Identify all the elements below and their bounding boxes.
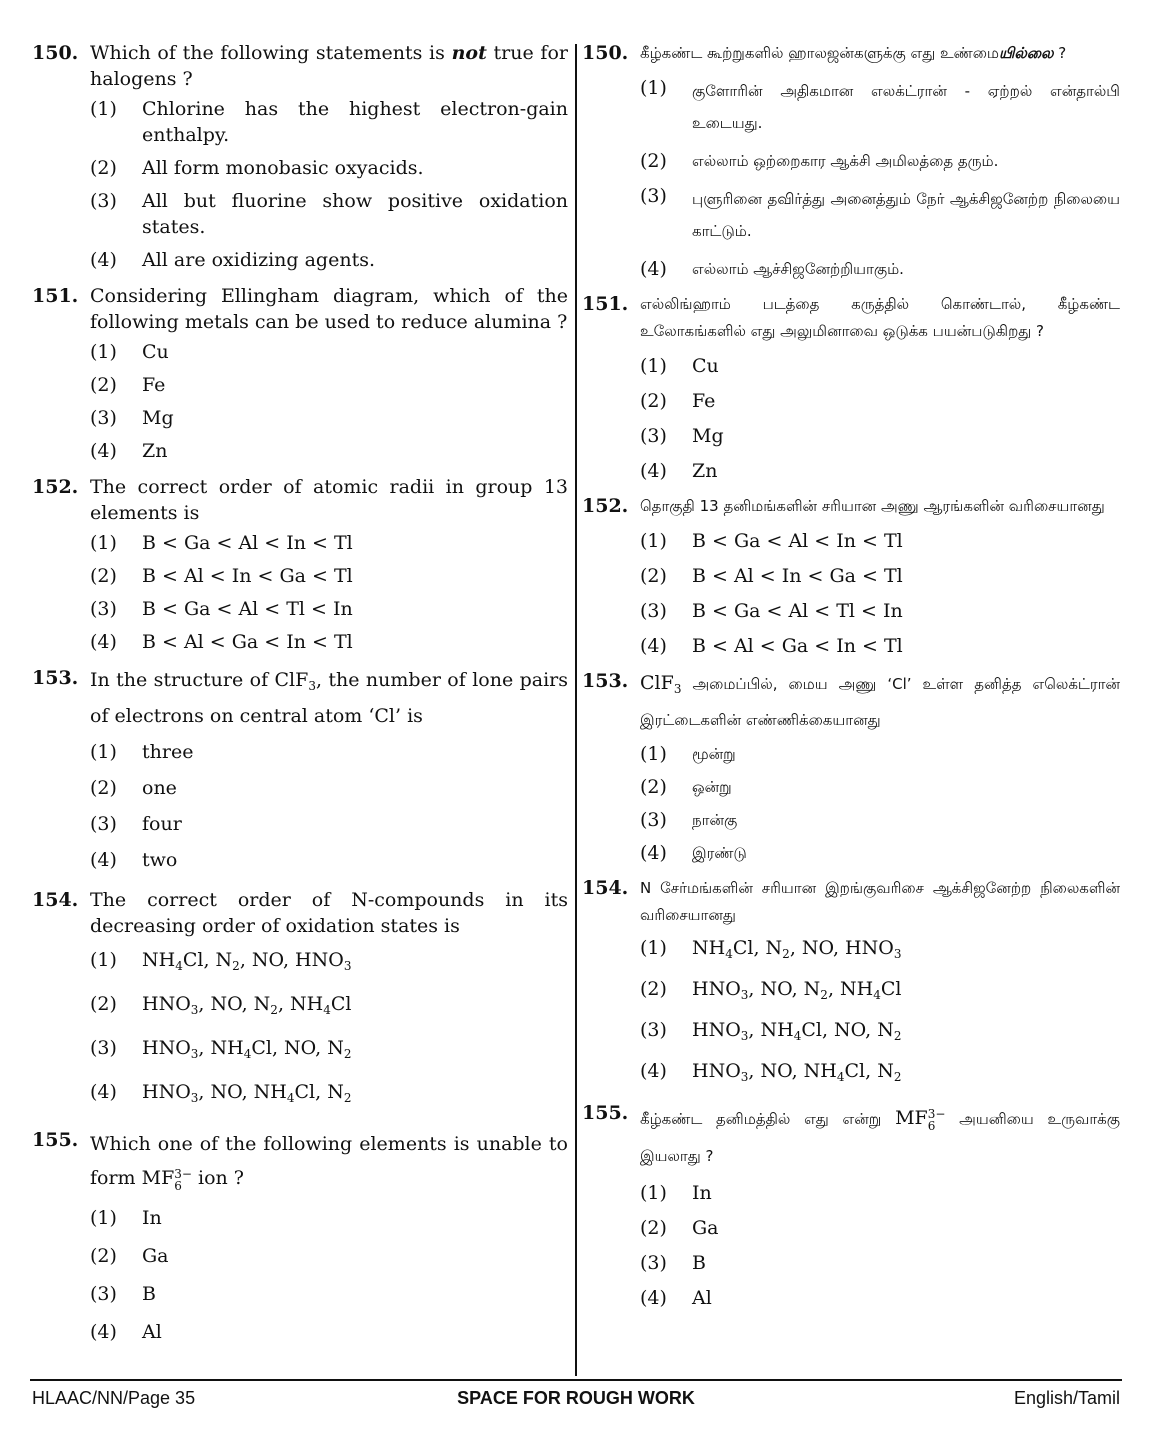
- option-2: (2) one: [90, 777, 177, 799]
- question-stem: Considering Ellingham diagram, which of the following metals can be used to reduce alumina ?: [90, 285, 568, 333]
- option-4: (4) எல்லாம் ஆச்சிஜனேற்றியாகும்.: [640, 258, 904, 280]
- option-3: (3) நான்கு: [640, 809, 738, 831]
- question-stem: N சேர்மங்களின் சரியான இறங்குவரிசை ஆக்சிஜனேற்ற நிலைகளின் வரிசையானது: [640, 879, 1120, 924]
- question-number: 153.: [582, 670, 629, 692]
- question-number: 155.: [582, 1102, 629, 1124]
- option-3: (3) B: [90, 1283, 156, 1305]
- question-stem: The correct order of N-compounds in its decreasing order of oxidation states is: [90, 889, 568, 937]
- option-3: (3) புளுரினை தவிர்த்து அனைத்தும் நேர் ஆக்சிஜனேற்ற நிலையை காட்டும்.: [640, 185, 1120, 240]
- option-2: (2) All form monobasic oxyacids.: [90, 157, 424, 179]
- option-2: (2) Ga: [90, 1245, 169, 1267]
- option-2: (2) Fe: [640, 390, 716, 412]
- option-1: (1) three: [90, 741, 194, 763]
- option-3: (3) B: [640, 1252, 706, 1274]
- option-4: (4) $HNO_3$, NO, $NH_4Cl$, $N_2$: [640, 1060, 902, 1084]
- question-number: 150.: [582, 42, 629, 64]
- options-list: [90, 530, 568, 655]
- option-3: (3) $HNO_3$, $NH_4Cl$, NO, $N_2$: [640, 1019, 902, 1043]
- option-4: (4) இரண்டு: [640, 842, 747, 864]
- option-1: (1) குளோரின் அதிகமான எலக்ட்ரான் - ஏற்றல் என்தால்பி உடையது.: [640, 77, 1120, 132]
- question-number: 154.: [582, 877, 629, 899]
- options-list: [640, 935, 1120, 1090]
- option-2: (2) B < Al < In < Ga < Tl: [90, 565, 353, 587]
- option-4: (4) Zn: [90, 440, 168, 462]
- option-2: (2) $HNO_3$, NO, $N_2$, $NH_4Cl$: [640, 978, 902, 1002]
- option-1: (1) Cu: [640, 355, 719, 377]
- option-3: (3) Mg: [640, 425, 724, 447]
- option-1: (1) In: [640, 1182, 712, 1204]
- question-153-ta: [582, 668, 1120, 866]
- question-stem: ClF$_3$ அமைப்பில், மைய அணு ‘Cl’ உள்ள தனித்த எலெக்ட்ரான் இரட்டைகளின் எண்ணிக்கையானது: [640, 672, 1120, 729]
- option-3: (3) four: [90, 813, 182, 835]
- question-number: 154.: [32, 889, 79, 911]
- question-151-ta: [582, 291, 1120, 484]
- question-150-en: [32, 40, 568, 273]
- emphasis-not: யில்லை: [998, 44, 1054, 62]
- question-155-en: [32, 1127, 568, 1345]
- option-1: (1) $NH_4Cl$, $N_2$, NO, $HNO_3$: [640, 937, 902, 961]
- question-152-ta: [582, 493, 1120, 659]
- question-152-en: [32, 474, 568, 655]
- rough-work-label: SPACE FOR ROUGH WORK: [457, 1388, 695, 1408]
- options-list: [640, 1180, 1120, 1311]
- option-1: (1) In: [90, 1207, 162, 1229]
- option-1: (1) B < Ga < Al < In < Tl: [640, 530, 903, 552]
- option-2: (2) Fe: [90, 374, 166, 396]
- option-1: (1) Cu: [90, 341, 169, 363]
- question-number: 152.: [32, 476, 79, 498]
- question-number: 151.: [32, 285, 79, 307]
- options-list: [90, 947, 568, 1111]
- option-2: (2) Ga: [640, 1217, 719, 1239]
- option-2: (2) எல்லாம் ஒற்றைகார ஆக்சி அமிலத்தை தரும்.: [640, 150, 999, 172]
- question-number: 150.: [32, 42, 79, 64]
- question-stem: எல்லிங்ஹாம் படத்தை கருத்தில் கொண்டால், கீழ்கண்ட உலோகங்களில் எது அலுமினாவை ஒடுக்க பயன்படுகிறது ?: [640, 295, 1120, 340]
- emphasis-not: not: [451, 42, 487, 64]
- option-3: (3) Mg: [90, 407, 174, 429]
- question-number: 155.: [32, 1129, 79, 1151]
- options-list: [90, 339, 568, 464]
- footer-rule: [30, 1379, 1122, 1381]
- question-stem: In the structure of ClF$_3$, the number of lone pairs of electrons on central atom ‘Cl’ is: [90, 669, 568, 727]
- option-1: (1) மூன்று: [640, 743, 736, 765]
- question-number: 153.: [32, 667, 79, 689]
- options-list: [640, 741, 1120, 866]
- option-4: (4) B < Al < Ga < In < Tl: [640, 635, 903, 657]
- tamil-column: [582, 40, 1120, 1320]
- page-code: HLAAC/NN/Page 35: [32, 1388, 196, 1408]
- question-stem: கீழ்கண்ட தனிமத்தில் எது என்று MF 3− 6 அயனியை உருவாக்கு இயலாது ?: [640, 1107, 1121, 1165]
- option-4: (4) $HNO_3$, NO, $NH_4Cl$, $N_2$: [90, 1081, 352, 1105]
- question-stem: தொகுதி 13 தனிமங்களின் சரியான அணு ஆரங்களின் வரிசையானது: [640, 497, 1105, 515]
- language-label: English/Tamil: [1013, 1388, 1120, 1408]
- option-4: (4) Al: [640, 1287, 712, 1309]
- option-1: (1) $NH_4Cl$, $N_2$, NO, $HNO_3$: [90, 949, 352, 973]
- question-154-en: [32, 887, 568, 1111]
- question-150-ta: [582, 40, 1120, 282]
- question-151-en: [32, 283, 568, 464]
- option-1: (1) Chlorine has the highest electron-gain enthalpy.: [90, 98, 568, 146]
- option-2: (2) ஒன்று: [640, 776, 732, 798]
- option-4: (4) Al: [90, 1321, 162, 1343]
- question-155-ta: [582, 1100, 1120, 1311]
- option-4: (4) All are oxidizing agents.: [90, 249, 376, 271]
- options-list: [90, 739, 568, 873]
- options-list: [90, 1205, 568, 1345]
- option-3: (3) B < Ga < Al < Tl < In: [640, 600, 903, 622]
- options-list: [640, 353, 1120, 484]
- option-2: (2) B < Al < In < Ga < Tl: [640, 565, 903, 587]
- question-stem: கீழ்கண்ட கூற்றுகளில் ஹாலஜன்களுக்கு எது உண்மையில்லை ?: [640, 44, 1067, 62]
- option-3: (3) B < Ga < Al < Tl < In: [90, 598, 353, 620]
- question-154-ta: [582, 875, 1120, 1090]
- question-number: 152.: [582, 495, 629, 517]
- options-list: [640, 75, 1120, 282]
- option-4: (4) two: [90, 849, 178, 871]
- question-stem: Which one of the following elements is unable to form MF 3− 6 ion ?: [90, 1133, 568, 1193]
- option-4: (4) Zn: [640, 460, 718, 482]
- option-3: (3) All but fluorine show positive oxidation states.: [90, 190, 568, 238]
- question-number: 151.: [582, 293, 629, 315]
- options-list: [90, 96, 568, 273]
- question-153-en: [32, 665, 568, 873]
- option-2: (2) $HNO_3$, NO, $N_2$, $NH_4Cl$: [90, 993, 352, 1017]
- question-stem: The correct order of atomic radii in group 13 elements is: [90, 476, 568, 524]
- question-stem: Which of the following statements is not true for halogens ?: [90, 42, 568, 90]
- option-1: (1) B < Ga < Al < In < Tl: [90, 532, 353, 554]
- options-list: [640, 528, 1120, 659]
- option-3: (3) $HNO_3$, $NH_4Cl$, NO, $N_2$: [90, 1037, 352, 1061]
- english-column: [32, 40, 568, 1355]
- column-divider: [575, 44, 577, 1376]
- option-4: (4) B < Al < Ga < In < Tl: [90, 631, 353, 653]
